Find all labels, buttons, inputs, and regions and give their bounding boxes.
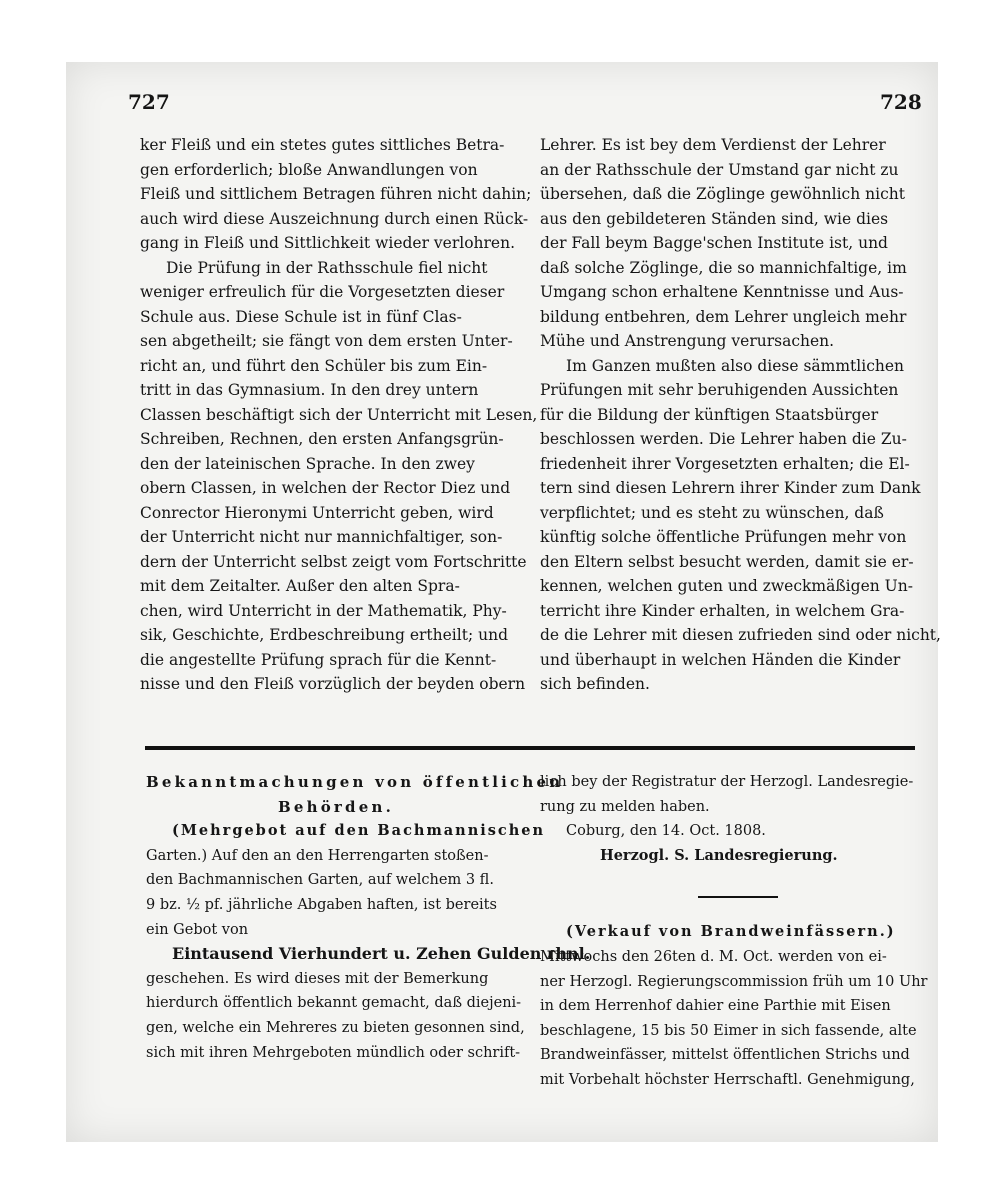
text-line: Im Ganzen mußten also diese sämmtlichen	[566, 356, 905, 375]
text-line: friedenheit ihrer Vorgesetzten erhalten; die El-	[540, 454, 910, 473]
upper-left-column	[140, 133, 538, 697]
text-line: Classen beschäftigt sich der Unterricht mit Lesen,	[140, 405, 538, 424]
text-line: Lehrer. Es ist bey dem Verdienst der Lehrer	[540, 136, 886, 154]
text-line: tern sind diesen Lehrern ihrer Kinder zum Dank	[540, 479, 921, 497]
page-number-right: 728	[880, 90, 922, 114]
dateline: Coburg, den 14. Oct. 1808.	[566, 823, 766, 840]
text-line: Mittwochs den 26ten d. M. Oct. werden von ei-	[540, 948, 887, 965]
text-line: Garten.) Auf den an den Herrengarten stoßen-	[146, 847, 489, 864]
text-line: Mühe und Anstrengung verursachen.	[540, 332, 835, 350]
signature: Herzogl. S. Landesregierung.	[600, 846, 838, 864]
text-line: ner Herzogl. Regierungscommission früh um 10 Uhr	[540, 973, 928, 990]
text-line: den der lateinischen Sprache. In den zwey	[140, 454, 475, 473]
text-line: obern Classen, in welchen der Rector Diez und	[140, 479, 511, 497]
text-line: 9 bz. ½ pf. jährliche Abgaben haften, ist bereits	[146, 896, 497, 913]
text-line: mit dem Zeitalter. Außer den alten Spra-	[140, 577, 460, 595]
text-line: beschlossen werden. Die Lehrer haben die Zu-	[540, 430, 907, 448]
announcements-heading: Bekanntmachungen von öffentlichen	[146, 773, 564, 791]
text-line: nisse und den Fleiß vorzüglich der beyden obern	[140, 675, 526, 693]
text-line: künftig solche öffentliche Prüfungen mehr von	[540, 528, 907, 546]
text-line: weniger erfreulich für die Vorgesetzten dieser	[140, 283, 505, 301]
bid-amount-line: Eintausend Vierhundert u. Zehen Gulden rhnl.	[172, 944, 591, 964]
text-line: Schreiben, Rechnen, den ersten Anfangsgrün-	[140, 430, 504, 448]
text-line: lich bey der Registratur der Herzogl. Landesregie-	[540, 774, 914, 790]
text-line: sich befinden.	[540, 675, 650, 693]
notice-title-line: (Mehrgebot auf den Bachmannischen	[172, 822, 546, 840]
notice-separator	[698, 896, 778, 898]
announcements-right-column	[540, 770, 928, 1093]
text-line: und überhaupt in welchen Händen die Kinder	[540, 650, 901, 669]
text-line: gen, welche ein Mehreres zu bieten gesonnen sind,	[146, 1019, 525, 1036]
text-line: auch wird diese Auszeichnung durch einen Rück-	[140, 209, 529, 228]
text-line: sich mit ihren Mehrgeboten mündlich oder schrift-	[146, 1044, 521, 1061]
notice-title-line: (Verkauf von Brandweinfässern.)	[566, 923, 896, 941]
announcements-heading-cont: Behörden.	[278, 797, 394, 816]
text-line: den Eltern selbst besucht werden, damit sie er-	[540, 552, 914, 571]
text-line: für die Bildung der künftigen Staatsbürger	[540, 405, 879, 424]
text-line: hierdurch öffentlich bekannt gemacht, daß diejeni-	[146, 995, 522, 1012]
text-line: aus den gebildeteren Ständen sind, wie dies	[540, 209, 889, 228]
text-line: Brandweinfässer, mittelst öffentlichen Strichs und	[540, 1047, 910, 1064]
text-line: der Unterricht nicht nur mannichfaltiger, son-	[140, 528, 503, 546]
text-line: sik, Geschichte, Erdbeschreibung ertheilt; und	[140, 626, 508, 644]
text-line: bildung entbehren, dem Lehrer ungleich mehr	[540, 307, 907, 326]
text-line: verpflichtet; und es steht zu wünschen, daß	[540, 503, 884, 522]
text-line: sen abgetheilt; sie fängt von dem ersten Unter-	[140, 332, 513, 350]
text-line: an der Rathsschule der Umstand gar nicht zu	[540, 160, 899, 179]
announcements-left-column	[146, 770, 591, 1065]
text-line: übersehen, daß die Zöglinge gewöhnlich nicht	[540, 185, 905, 203]
text-line: richt an, und führt den Schüler bis zum Ein-	[140, 356, 488, 375]
text-line: Schule aus. Diese Schule ist in fünf Clas-	[140, 307, 462, 326]
text-line: Fleiß und sittlichem Betragen führen nicht dahin;	[140, 185, 532, 203]
text-line: de die Lehrer mit diesen zufrieden sind oder nicht,	[540, 626, 941, 644]
text-line: dern der Unterricht selbst zeigt vom Fortschritte	[140, 552, 527, 571]
text-line: rung zu melden haben.	[540, 798, 710, 815]
text-line: die angestellte Prüfung sprach für die Kennt-	[140, 650, 497, 669]
text-line: geschehen. Es wird dieses mit der Bemerkung	[146, 970, 489, 987]
text-line: ker Fleiß und ein stetes gutes sittliches Betra-	[140, 136, 505, 154]
text-line: Prüfungen mit sehr beruhigenden Aussichten	[540, 381, 899, 399]
text-line: in dem Herrenhof dahier eine Parthie mit Eisen	[540, 998, 891, 1015]
text-line: Conrector Hieronymi Unterricht geben, wird	[140, 503, 494, 522]
text-line: gang in Fleiß und Sittlichkeit wieder verlohren.	[140, 234, 516, 252]
text-line: Die Prüfung in der Rathsschule fiel nicht	[166, 258, 488, 277]
text-line: gen erforderlich; bloße Anwandlungen von	[140, 160, 478, 179]
text-line: Umgang schon erhaltene Kenntnisse und Aus-	[540, 283, 904, 301]
text-line: beschlagene, 15 bis 50 Eimer in sich fassende, alte	[540, 1022, 917, 1039]
text-line: tritt in das Gymnasium. In den drey untern	[140, 381, 479, 399]
page-number-left: 727	[128, 90, 170, 114]
text-line: der Fall beym Bagge'schen Institute ist, und	[540, 234, 888, 252]
text-line: ein Gebot von	[146, 921, 249, 938]
text-line: chen, wird Unterricht in der Mathematik, Phy-	[140, 601, 507, 620]
text-line: kennen, welchen guten und zweckmäßigen Un-	[540, 577, 913, 595]
text-line: daß solche Zöglinge, die so mannichfaltige, im	[540, 258, 907, 277]
text-line: mit Vorbehalt höchster Herrschaftl. Genehmigung,	[540, 1071, 915, 1088]
upper-right-column	[540, 133, 941, 697]
section-divider	[145, 746, 915, 750]
text-line: terricht ihre Kinder erhalten, in welchem Gra-	[540, 601, 905, 620]
text-line: den Bachmannischen Garten, auf welchem 3 fl.	[146, 872, 494, 889]
